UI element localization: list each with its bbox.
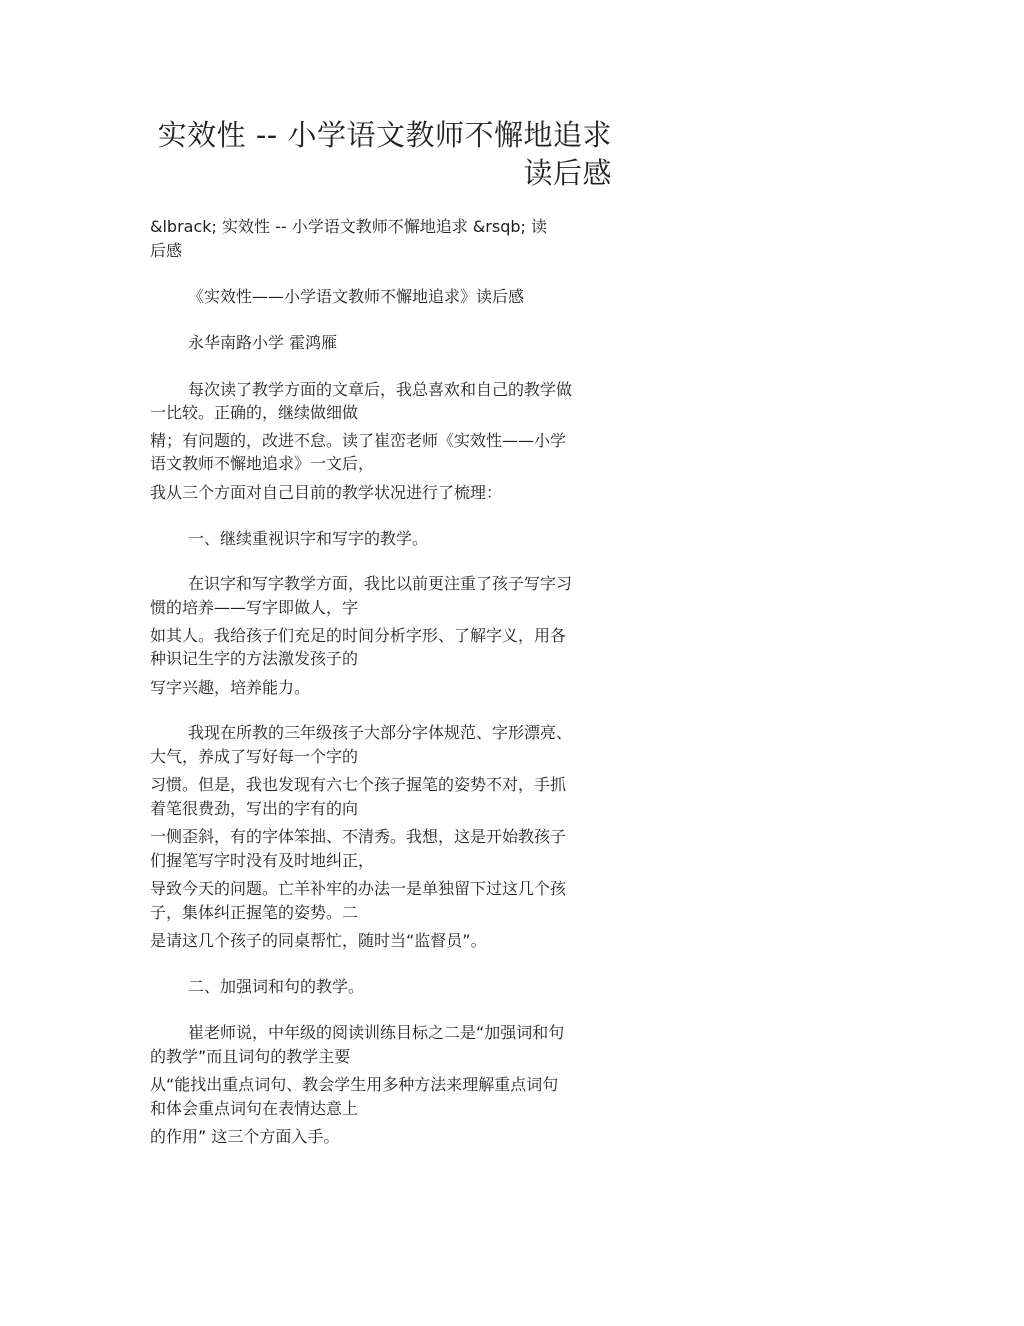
paragraph-line: 大气，养成了写好每一个字的 [150, 747, 359, 766]
paragraph-line: 导致今天的问题。亡羊补牢的办法一是单独留下过这几个孩 [150, 879, 567, 898]
author-line: 永华南路小学 霍鸿雁 [188, 333, 338, 352]
paragraph-line: 精；有问题的，改进不怠。读了崔峦老师《实效性——小学 [150, 431, 567, 450]
paragraph-line: 习惯。但是，我也发现有六七个孩子握笔的姿势不对，手抓 [150, 775, 567, 794]
paragraph-line: 如其人。我给孩子们充足的时间分析字形、了解字义，用各 [150, 626, 567, 645]
paragraph-line: 语文教师不懈地追求》一文后， [150, 454, 375, 473]
paragraph-line: 我现在所教的三年级孩子大部分字体规范、字形漂亮、 [188, 723, 573, 742]
title-line-2: 读后感 [523, 156, 612, 190]
paragraph-line: 着笔很费劲，写出的字有的向 [150, 799, 359, 818]
paragraph-line: 的作用” 这三个方面入手。 [150, 1127, 340, 1146]
section-heading: 二、加强词和句的教学。 [188, 977, 365, 996]
book-title: 《实效性——小学语文教师不懈地追求》读后感 [188, 287, 525, 306]
paragraph-line: 一比较。正确的，继续做细做 [150, 403, 359, 422]
paragraph-line: 写字兴趣，培养能力。 [150, 678, 311, 697]
paragraph-line: 子，集体纠正握笔的姿势。二 [150, 903, 359, 922]
paragraph-line: 从“能找出重点词句、教会学生用多种方法来理解重点词句 [150, 1075, 559, 1094]
paragraph-line: 们握笔写字时没有及时地纠正， [150, 851, 375, 870]
paragraph-line: 在识字和写字教学方面，我比以前更注重了孩子写字习 [188, 574, 573, 593]
paragraph-line: 是请这几个孩子的同桌帮忙，随时当“监督员”。 [150, 931, 487, 950]
paragraph-line: 惯的培养——写字即做人，字 [150, 598, 359, 617]
paragraph-line: 和体会重点词句在表情达意上 [150, 1099, 359, 1118]
subtitle-line-1: &lbrack; 实效性 -- 小学语文教师不懈地追求 &rsqb; 读 [150, 217, 547, 236]
paragraph-line: 我从三个方面对自己目前的教学状况进行了梳理： [150, 483, 503, 502]
section-heading: 一、继续重视识字和写字的教学。 [188, 529, 429, 548]
paragraph-line: 一侧歪斜，有的字体笨拙、不清秀。我想，这是开始教孩子 [150, 827, 567, 846]
document-title [150, 116, 612, 192]
subtitle-line-2: 后感 [150, 241, 183, 260]
paragraph-line: 每次读了教学方面的文章后，我总喜欢和自己的教学做 [188, 380, 573, 399]
paragraph-line: 的教学”而且词句的教学主要 [150, 1047, 351, 1066]
paragraph-line: 崔老师说，中年级的阅读训练目标之二是“加强词和句 [188, 1023, 565, 1042]
title-line-1: 实效性 -- 小学语文教师不懈地追求 [157, 118, 612, 152]
paragraph-line: 种识记生字的方法激发孩子的 [150, 649, 359, 668]
